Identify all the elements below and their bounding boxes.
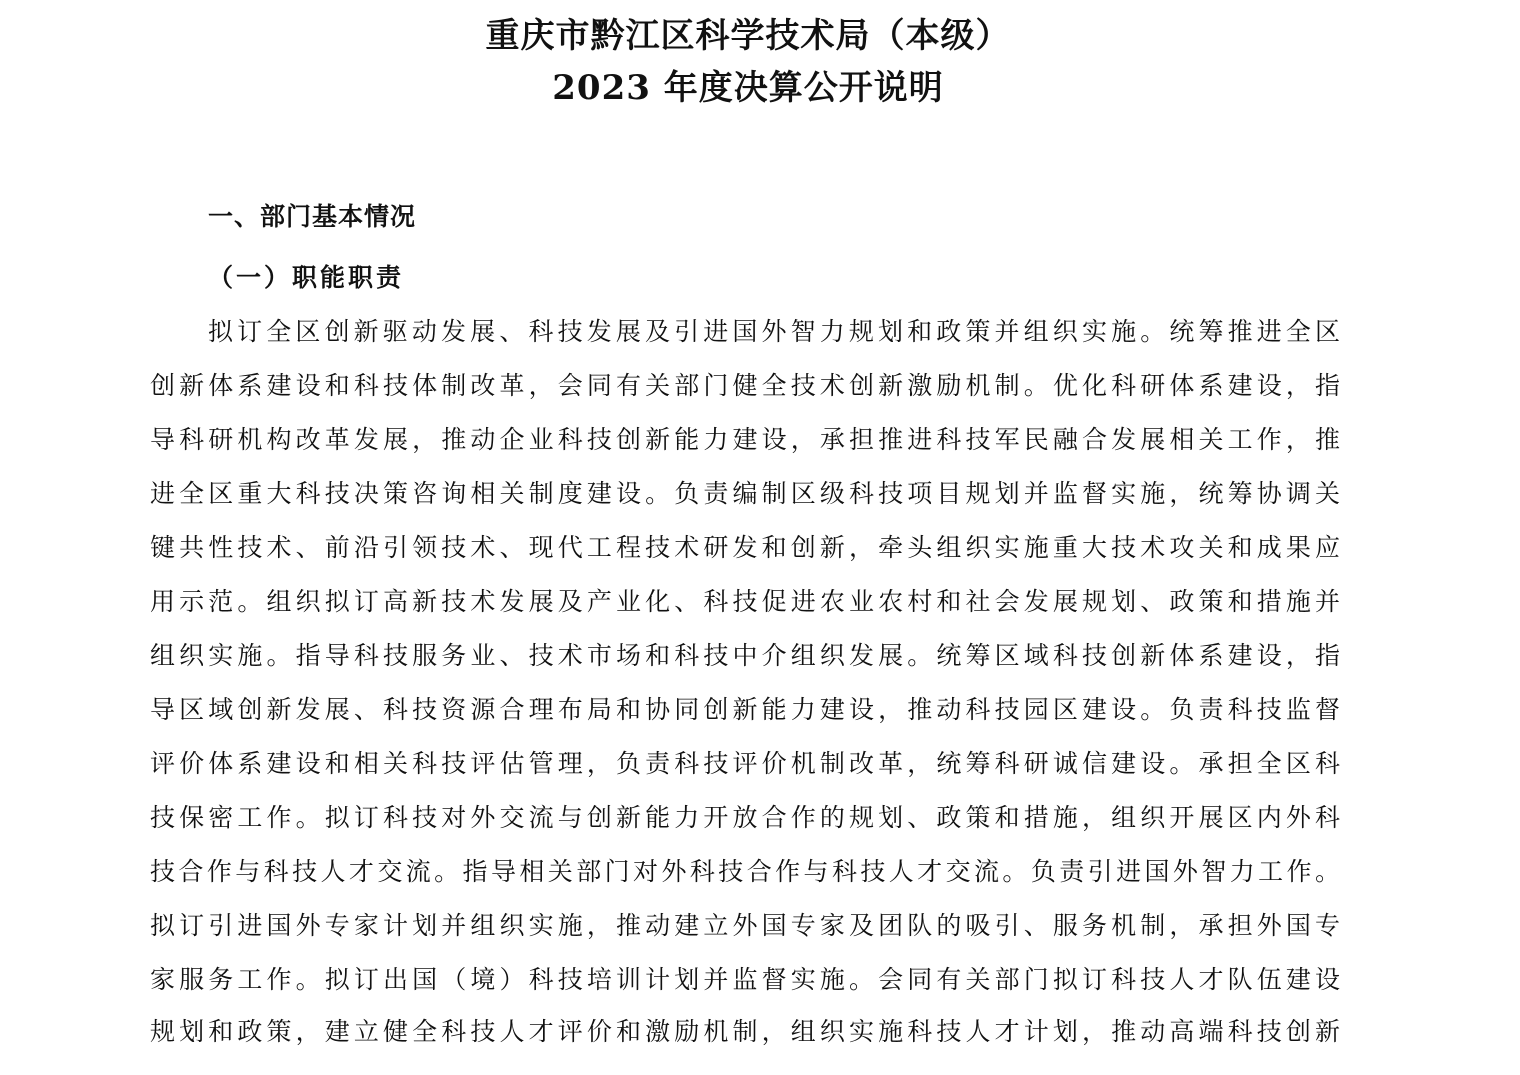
document-title: 重庆市黔江区科学技术局（本级）	[485, 16, 1011, 56]
body-text-line: 拟订全区创新驱动发展、科技发展及引进国外智力规划和政策并组织实施。统筹推进全区	[208, 317, 1340, 346]
body-text-line: 家服务工作。拟订出国（境）科技培训计划并监督实施。会同有关部门拟订科技人才队伍建设	[150, 965, 1340, 994]
section-heading-basic-info: 一、部门基本情况	[208, 202, 417, 231]
body-text-line: 导科研机构改革发展，推动企业科技创新能力建设，承担推进科技军民融合发展相关工作，推	[150, 425, 1340, 454]
body-text-line: 键共性技术、前沿引领技术、现代工程技术研发和创新，牵头组织实施重大技术攻关和成果应	[150, 533, 1340, 562]
body-text-line: 用示范。组织拟订高新技术发展及产业化、科技促进农业农村和社会发展规划、政策和措施并	[150, 587, 1340, 616]
body-text-line: 导区域创新发展、科技资源合理布局和协同创新能力建设，推动科技园区建设。负责科技监督	[150, 695, 1340, 724]
body-text-line: 进全区重大科技决策咨询相关制度建设。负责编制区级科技项目规划并监督实施，统筹协调关	[150, 479, 1340, 508]
body-text-line: 评价体系建设和相关科技评估管理，负责科技评价机制改革，统筹科研诚信建设。承担全区科	[150, 749, 1340, 778]
body-text-line: 创新体系建设和科技体制改革，会同有关部门健全技术创新激励机制。优化科研体系建设，指	[150, 371, 1340, 400]
subsection-heading-functions: （一）职能职责	[208, 263, 405, 292]
body-text-line: 规划和政策，建立健全科技人才评价和激励机制，组织实施科技人才计划，推动高端科技创新	[150, 1017, 1340, 1046]
body-text-line: 技保密工作。拟订科技对外交流与创新能力开放合作的规划、政策和措施，组织开展区内外科	[150, 803, 1340, 832]
document-subtitle: 2023 年度决算公开说明	[552, 68, 944, 108]
body-text-line: 拟订引进国外专家计划并组织实施，推动建立外国专家及团队的吸引、服务机制，承担外国专	[150, 911, 1340, 940]
body-text-line: 技合作与科技人才交流。指导相关部门对外科技合作与科技人才交流。负责引进国外智力工作。	[150, 857, 1340, 886]
body-text-line: 组织实施。指导科技服务业、技术市场和科技中介组织发展。统筹区域科技创新体系建设，指	[150, 641, 1340, 670]
